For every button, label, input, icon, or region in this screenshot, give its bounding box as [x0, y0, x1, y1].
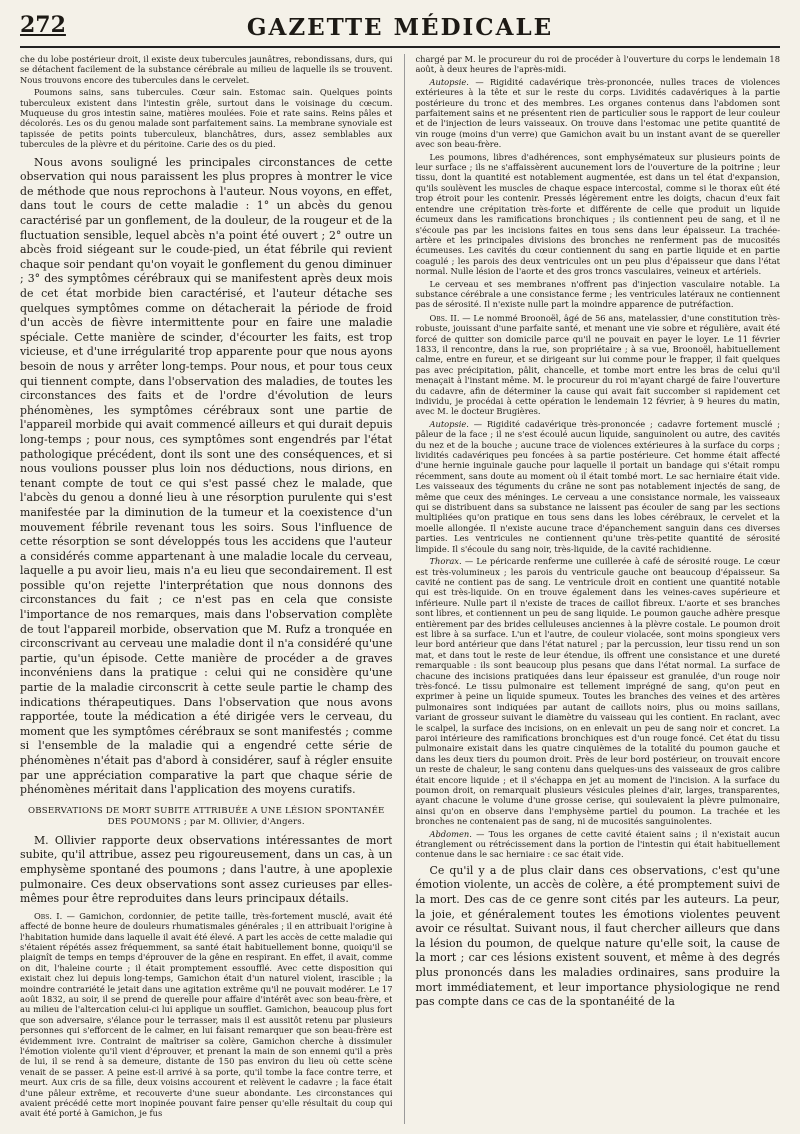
paragraph: Ce qu'il y a de plus clair dans ces observations, c'est qu'une émotion violente, un accès de colère, a été promptement suivi de la mort. Des cas de ce genre sont cités par les auteurs. La peur, la joie, et généralement toutes les émotions violentes peuvent avoir ce résultat. Suivant nous, il faut chercher ailleurs que dans la lésion du poumon, de quelque nature qu'elle soit, la cause de la mort ; car ces lésions existent souvent, et même à des degrés plus prononcés dans les maladies ordinaires, sans produire la mort immédiatement, et leur importance physiologique ne rend pas compte dans ce cas de la spontanéité de la [415, 863, 780, 1009]
page-header [20, 8, 780, 48]
page-number: 272 [20, 12, 66, 38]
abdomen-paragraph [415, 829, 780, 860]
autopsy-text: — Rigidité cadavérique très-prononcée, nulles traces de violences extérieures à la tête et sur le reste du corps. Lividités cadavériques à la partie postérieure du tronc et des membres. Les organes contenus dans l'abdomen sont parfaitement sains et ne présentent rien de particulier sous le rapport de leur couleur et de l'injection de leurs vaisseaux. On trouve dans l'estomac une petite quantité de vin rouge (moins d'un verre) que Gamichon avait bu un instant avant de se quereller avec son beau-frère. [415, 76, 780, 150]
autopsy-label: Autopsie. [429, 76, 469, 87]
observation-label: Obs. I. [34, 910, 63, 921]
paragraph: Poumons sains, sans tubercules. Cœur sain. Estomac sain. Quelques points tuberculeux existent dans l'intestin grêle, surtout dans le voisinage du cœcum. Muqueuse du gros intestin saine, matières moulées. Foie et rate sains. Reins pâles et décolorés. Les os du genou malade sont parfaitement sains. La membrane synoviale est tapissée de petits points tuberculeux, blanchâtres, durs, assez semblables aux tubercules de la plèvre et du péritoine. Carie des os du pied. [20, 87, 393, 150]
thorax-text: — Le péricarde renferme une cuillerée à café de sérosité rouge. Le cœur est très-volumineux ; les parois du ventricule gauche ont beaucoup d'épaisseur. Sa cavité ne contient pas de sang. Le ventricule droit en contient une quantité notable qui est très-liquide. On en trouve également dans les veines-caves supérieure et inférieure. Nulle part il n'existe de traces de caillot fibreux. L'aorte et ses branches sont libres, et contiennent un peu de sang liquide. Le poumon gauche adhère presque entièrement par des brides celluleuses anciennes à la plèvre costale. Le poumon droit est libre à sa surface. L'un et l'autre, de couleur violacée, sont moins spongieux vers leur bord antérieur que dans l'état naturel ; par la percussion, leur tissu rend un son mat, et dans tout le reste de leur étendue, ils offrent une consistance et une dureté remarquable : ils sont beaucoup plus pesans que dans l'état normal. La surface de chacune des incisions pratiquées dans leur épaisseur est granulée, d'un rouge noir très-foncé. Le tissu pulmonaire est tellement imprégné de sang, qu'on peut en exprimer à peine un liquide spumeux. Toutes les branches des veines et des artères pulmonaires sont indiquées par autant de caillots noirs, plus ou moins saillans, variant de grosseur suivant le diamètre du vaisseau qui les contient. En raclant, avec le scalpel, la surface des incisions, on en enlevait un peu de sang noir et concret. La paroi intérieure des ramifications bronchiques est d'un rouge foncé. Cet état du tissu pulmonaire existait dans les quatre cinquièmes de la totalité du poumon gauche et dans les deux tiers du poumon droit. Près de leur bord postérieur, on trouvait encore un reste de chaleur, le sang contenu dans quelques-uns des vaisseaux de gros calibre était encore liquide ; et il s'échappa en jet au moment de l'incision. A la surface du poumon droit, on remarquait plusieurs vésicules pleines d'air, larges, transparentes, ayant chacune le volume d'une grosse cerise, qui soulevaient la plèvre pulmonaire, ainsi qu'on en observe dans l'emphysème partiel du poumon. La trachée et les bronches ne contenaient pas de sang, ni de mucosités sanguinolentes. [415, 556, 780, 827]
paragraph: Nous avons souligné les principales circonstances de cette observation qui nous paraissent les plus propres à montrer le vice de méthode que nous reprochons à l'auteur. Nous voyons, en effet, dans tout le cours de cette maladie : 1° un abcès du genou caractérisé par un gonflement, de la douleur, de la rougeur et de la fluctuation sensible, lequel abcès n'a point été ouvert ; 2° outre un abcès froid siégeant sur le coude-pied, un état fébrile qui revient chaque soir pendant qu'on voyait le gonflement du genou diminuer ; 3° des symptômes cérébraux qui se manifestent après deux mois de cet état morbide bien caractérisé, et l'auteur détache ses quelques symptômes comme on détacherait la période de froid d'un accès de fièvre intermittente pour en faire une maladie spéciale. Cette manière de scinder, d'écourter les faits, est trop vicieuse, et d'une irrégularité trop apparente pour que nous ayons besoin de nous y arrêter long-temps. Pour nous, et pour tous ceux qui tiennent compte, dans l'observation des maladies, de toutes les circonstances des faits et de l'ordre d'évolution de leurs phénomènes, les symptômes cérébraux sont une partie de l'appareil morbide qui avait commencé ailleurs et qui durait depuis long-temps ; pour nous, ces symptômes sont engendrés par l'état pathologique précédent, dont ils sont une des conséquences, et si nous voulions pousser plus loin nos déductions, nous dirions, en tenant compte de tout ce qui s'est passé chez le malade, que l'abcès du genou a donné lieu à une résorption purulente qui s'est manifestée par la diminution de la tumeur et la coexistence d'un mouvement fébrile revenant tous les soirs. Sous l'influence de cette résorption se sont développés tous les accidens que l'auteur a considérés comme appartenant à une maladie locale du cerveau, laquelle a pu avoir lieu, mais n'a eu lieu que secondairement. Il est possible qu'on rejette l'interprétation que nous donnons des circonstances du fait ; ce n'est pas en cela que consiste l'importance de nos remarques, mais dans l'observation complète de tout l'appareil morbide, observation que M. Rufz a tronquée en circonscrivant au cerveau une maladie dont il n'a considéré qu'une partie, qu'un épisode. Cette manière de procéder a de graves inconvéniens dans la pratique : celui qui ne considère qu'une partie de la maladie circonscrit à cette seule partie le champ des indications thérapeutiques. Dans l'observation que nous avons rapportée, toute la médication a été dirigée vers le cerveau, du moment que les symptômes cérébraux se sont manifestés ; comme si l'ensemble de la maladie qui a engendré cette série de phénomènes n'était pas d'abord à considérer, sauf à régler ensuite par une appréciation comparative la part que chaque série de phénomènes méritait dans l'application des moyens curatifs. [20, 155, 393, 797]
journal-title: GAZETTE MÉDICALE [246, 14, 554, 41]
observation-label: Obs. II. [429, 312, 460, 323]
thorax-paragraph [415, 556, 780, 827]
thorax-label: Thorax. [429, 556, 462, 567]
columns [20, 54, 780, 1124]
paragraph: Les poumons, libres d'adhérences, sont emphysémateux sur plusieurs points de leur surface ; ils ne s'affaissèrent aucunement lors de l'ouverture de la poitrine ; leur tissu, dont la quantité est notablement augmentée, est dans un tel état d'expansion, qu'ils soulèvent les muscles de chaque espace intercostal, comme si le thorax eût été trop étroit pour les contenir. Pressés légèrement entre les doigts, chacun d'eux fait entendre une crépitation très-forte et différente de celle que produit un liquide écumeux dans les ramifications bronchiques ; ils contiennent peu de sang, et il ne s'écoule pas par les incisions faites en tous sens dans leur épaisseur. La trachée-artère et les principales divisions des bronches ne renferment pas de mucosités écumeuses. Les cavités du cœur contiennent du sang en partie liquide et en partie coagulé ; les parois des deux ventricules ont un peu plus d'épaisseur que dans l'état normal. Nulle lésion de l'aorte et des gros troncs vasculaires, veineux et artériels. [415, 151, 780, 277]
right-column [404, 54, 780, 1124]
paragraph: Le cerveau et ses membranes n'offrent pas d'injection vasculaire notable. La substance cérébrale a une consistance ferme ; les ventricules latéraux ne contiennent pas de sérosité. Il n'existe nulle part la moindre apparence de putréfaction. [415, 278, 780, 310]
observation-text: — Gamichon, cordonnier, de petite taille, très-fortement musclé, avait été affecté de bonne heure de douleurs rhumatismales générales ; il en attribuait l'origine à l'habitation humide dans laquelle il avait été élevé. A part les accès de cette maladie qui s'étaient répétés assez fréquemment, sa santé était habituellement bonne, quoiqu'il se plaignît de temps en temps d'éprouver de la gêne en respirant. En effet, il avait, comme on dit, l'haleine courte ; il était promptement essoufflé. Avec cette disposition qui existait chez lui depuis long-temps, Gamichon était d'un naturel violent, irascible ; la moindre contrariété le jetait dans une agitation extrême qu'il ne pouvait modérer. Le 17 août 1832, au soir, il se prend de querelle pour affaire d'intérêt avec son beau-frère, et au milieu de l'altercation celui-ci lui applique un soufflet. Gamichon, beaucoup plus fort que son adversaire, s'élance pour le terrasser, mais il est aussitôt retenu par plusieurs personnes qui s'efforcent de le calmer, en lui faisant remarquer que son beau-frère est évidemment ivre. Contraint de maîtriser sa colère, Gamichon cherche à dissimuler l'émotion violente qu'il vient d'éprouver, et prenant la main de son ennemi qu'il a près de lui, il se rend à sa demeure, distante de 150 pas environ du lieu où cette scène venait de se passer. A peine est-il arrivé à sa porte, qu'il tombe la face contre terre, et meurt. Aux cris de sa fille, deux voisins accourent et relèvent le cadavre ; la face était d'une pâleur extrême, et recouverte d'une sueur abondante. Les circonstances qui avaient précédé cette mort inopinée pouvant faire penser qu'elle résultait du coup qui avait été porté à Gamichon, je fus [20, 910, 393, 1119]
autopsy-label: Autopsie. [429, 418, 469, 429]
abdomen-label: Abdomen. [429, 828, 472, 839]
autopsy-text: — Rigidité cadavérique très-prononcée ; cadavre fortement musclé ; pâleur de la face ; il ne s'est écoulé aucun liquide, sanguinolent ou autre, des cavités du nez et de la bouche ; aucune trace de violences extérieures à la surface du corps ; lividités cadavériques peu foncées à sa partie postérieure. Cet homme était affecté d'une hernie inguinale gauche pour laquelle il portait un bandage qui s'était rompu récemment, sans doute au moment où il était tombé mort. Le sac herniaire était vide. Les vaisseaux des téguments du crâne ne sont pas notablement injectés de sang, de même que ceux des méninges. Le cerveau a une consistance normale, les vaisseaux qui se distribuent dans sa substance ne laissent pas écouler de sang par les sections multipliées qu'on pratique en tous sens dans les lobes cérébraux, le cervelet et la moelle allongée. Il n'existe aucune trace d'épanchement sanguin dans ces diverses parties. Les ventricules ne contiennent qu'une très-petite quantité de sérosité limpide. Il s'écoule du sang noir, très-liquide, de la cavité rachidienne. [415, 418, 780, 554]
paragraph: chargé par M. le procureur du roi de procéder à l'ouverture du corps le lendemain 18 août, à deux heures de l'après-midi. [415, 54, 780, 75]
autopsy-paragraph [415, 77, 780, 150]
observation-paragraph [415, 313, 780, 417]
observation-text: — Le nommé Broonoël, âgé de 56 ans, matelassier, d'une constitution très-robuste, jouissant d'une parfaite santé, et menant une vie sobre et régulière, avait été forcé de quitter son domicile parce qu'il ne pouvait en payer le loyer. Le 11 février 1833, il rencontre, dans la rue, son propriétaire ; à sa vue, Broonoël, habituellement calme, entre en fureur, et se dirigeant sur lui comme pour le frapper, il fait quelques pas avec précipitation, pâlit, chancelle, et tombe mort entre les bras de celui qu'il menaçait à l'instant même. M. le procureur du roi m'ayant chargé de faire l'ouverture du cadavre, afin de déterminer la cause qui avait fait succomber si rapidement cet individu, je procédai à cette opération le lendemain 12 février, à 9 heures du matin, avec M. le docteur Brugières. [415, 312, 780, 417]
paragraph: che du lobe postérieur droit, il existe deux tubercules jaunâtres, rebondissans, durs, qui se détachent facilement de la substance cérébrale au milieu de laquelle ils se trouvent. Nous trouvons encore des tubercules dans le cervelet. [20, 54, 393, 85]
section-title: OBSERVATIONS DE MORT SUBITE ATTRIBUÉE A UNE LÉSION SPONTANÉE DES POUMONS ; par M. Ollivier, d'Angers. [27, 805, 385, 827]
left-column [20, 54, 392, 1124]
autopsy-paragraph [415, 419, 780, 554]
observation-paragraph [20, 911, 392, 1119]
paragraph: M. Ollivier rapporte deux observations intéressantes de mort subite, qu'il attribue, assez peu rigoureusement, dans un cas, à un emphysème spontané des poumons ; dans l'autre, à une apoplexie pulmonaire. Ces deux observations sont assez curieuses par elles-mêmes pour être reproduites dans leurs principaux détails. [20, 833, 393, 906]
abdomen-text: — Tous les organes de cette cavité étaient sains ; il n'existait aucun étranglement ou rétrécissement dans la portion de l'intestin qui était habituellement contenue dans le sac herniaire : ce sac était vide. [415, 828, 780, 860]
